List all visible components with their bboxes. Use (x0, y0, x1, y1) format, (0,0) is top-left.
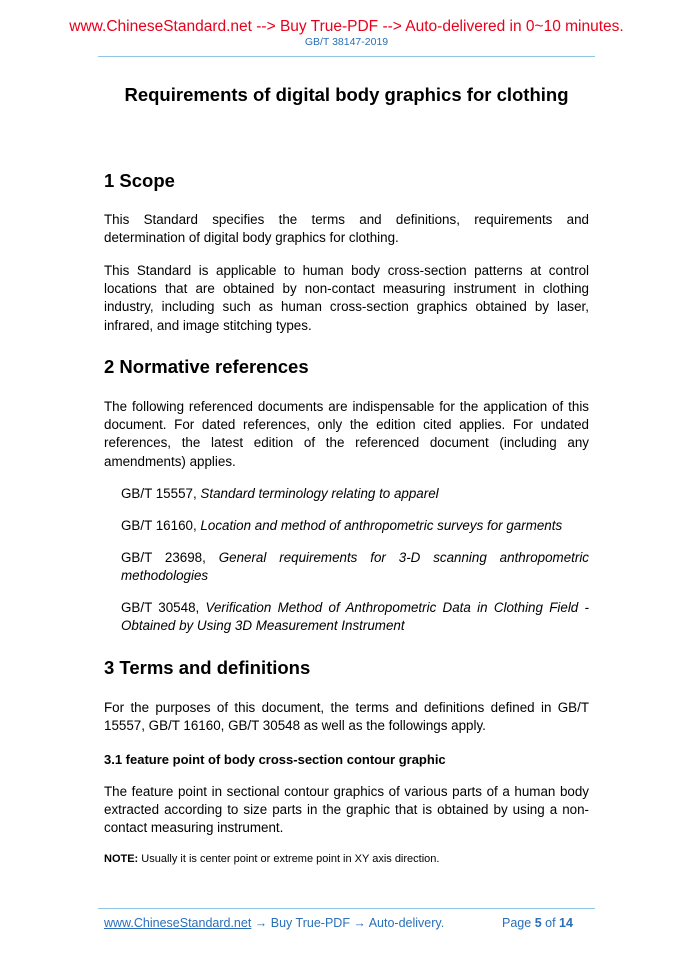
page-number: 5 (534, 916, 542, 930)
reference-item (121, 549, 589, 585)
section-heading-terms-definitions: 3 Terms and definitions (104, 657, 311, 678)
reference-item (121, 599, 589, 635)
scope-paragraph-1: This Standard specifies the terms and definitions, requirements and determination of digital body graphics for clothing. (104, 212, 589, 246)
page-total: 14 (559, 916, 573, 930)
reference-code: GB/T 16160, (121, 518, 197, 533)
page-label: Page (502, 916, 532, 930)
note-label: NOTE: (104, 853, 139, 865)
term-definition: The feature point in sectional contour graphics of various parts of a human body extracted according to size parts in the graphic that is obtained by using a non-contact measuring instrument. (104, 784, 589, 836)
footer-promo (104, 915, 444, 931)
standard-number: GB/T 38147-2019 (304, 36, 389, 48)
reference-item (121, 485, 589, 503)
terms-intro-paragraph: For the purposes of this document, the terms and definitions defined in GB/T 15557, GB/T 16160, GB/T 30548 as well as the followings apply. (104, 700, 589, 734)
reference-code: GB/T 15557, (121, 486, 197, 501)
reference-title: General requirements for 3-D scanning anthropometric methodologies (121, 550, 589, 584)
normative-intro-paragraph: The following referenced documents are indispensable for the application of this document. For dated references, only the edition cited applies. For undated references, the latest edition of the referenced document (including any amendments) applies. (104, 399, 589, 469)
footer-promo-text: → Buy True-PDF → Auto-delivery. (254, 916, 445, 930)
document-title: Requirements of digital body graphics for clothing (124, 84, 569, 105)
of-label: of (545, 916, 556, 930)
footer-site-link[interactable]: www.ChineseStandard.net (104, 916, 252, 930)
reference-code: GB/T 23698, (121, 550, 206, 565)
reference-title: Standard terminology relating to apparel (200, 486, 439, 501)
term-heading: 3.1 feature point of body cross-section contour graphic (104, 752, 446, 767)
reference-title: Verification Method of Anthropometric Data in Clothing Field - Obtained by Using 3D Measurement Instrument (121, 600, 589, 634)
section-heading-normative-references: 2 Normative references (104, 356, 309, 377)
section-heading-scope: 1 Scope (104, 170, 175, 191)
scope-paragraph-2: This Standard is applicable to human body cross-section patterns at control locations that are obtained by non-contact measuring instrument in clothing industry, including such as human cross-section graphics obtained by laser, infrared, and image stitching types. (104, 263, 589, 333)
term-note (104, 852, 439, 866)
reference-title: Location and method of anthropometric surveys for garments (200, 518, 563, 533)
footer-divider (98, 908, 595, 909)
promo-banner[interactable]: www.ChineseStandard.net --> Buy True-PDF --> Auto-delivered in 0~10 minutes. (69, 18, 624, 35)
reference-item (121, 517, 589, 535)
page-indicator (502, 915, 573, 931)
reference-code: GB/T 30548, (121, 600, 200, 615)
note-text: Usually it is center point or extreme point in XY axis direction. (141, 853, 440, 865)
header-divider (98, 56, 595, 57)
